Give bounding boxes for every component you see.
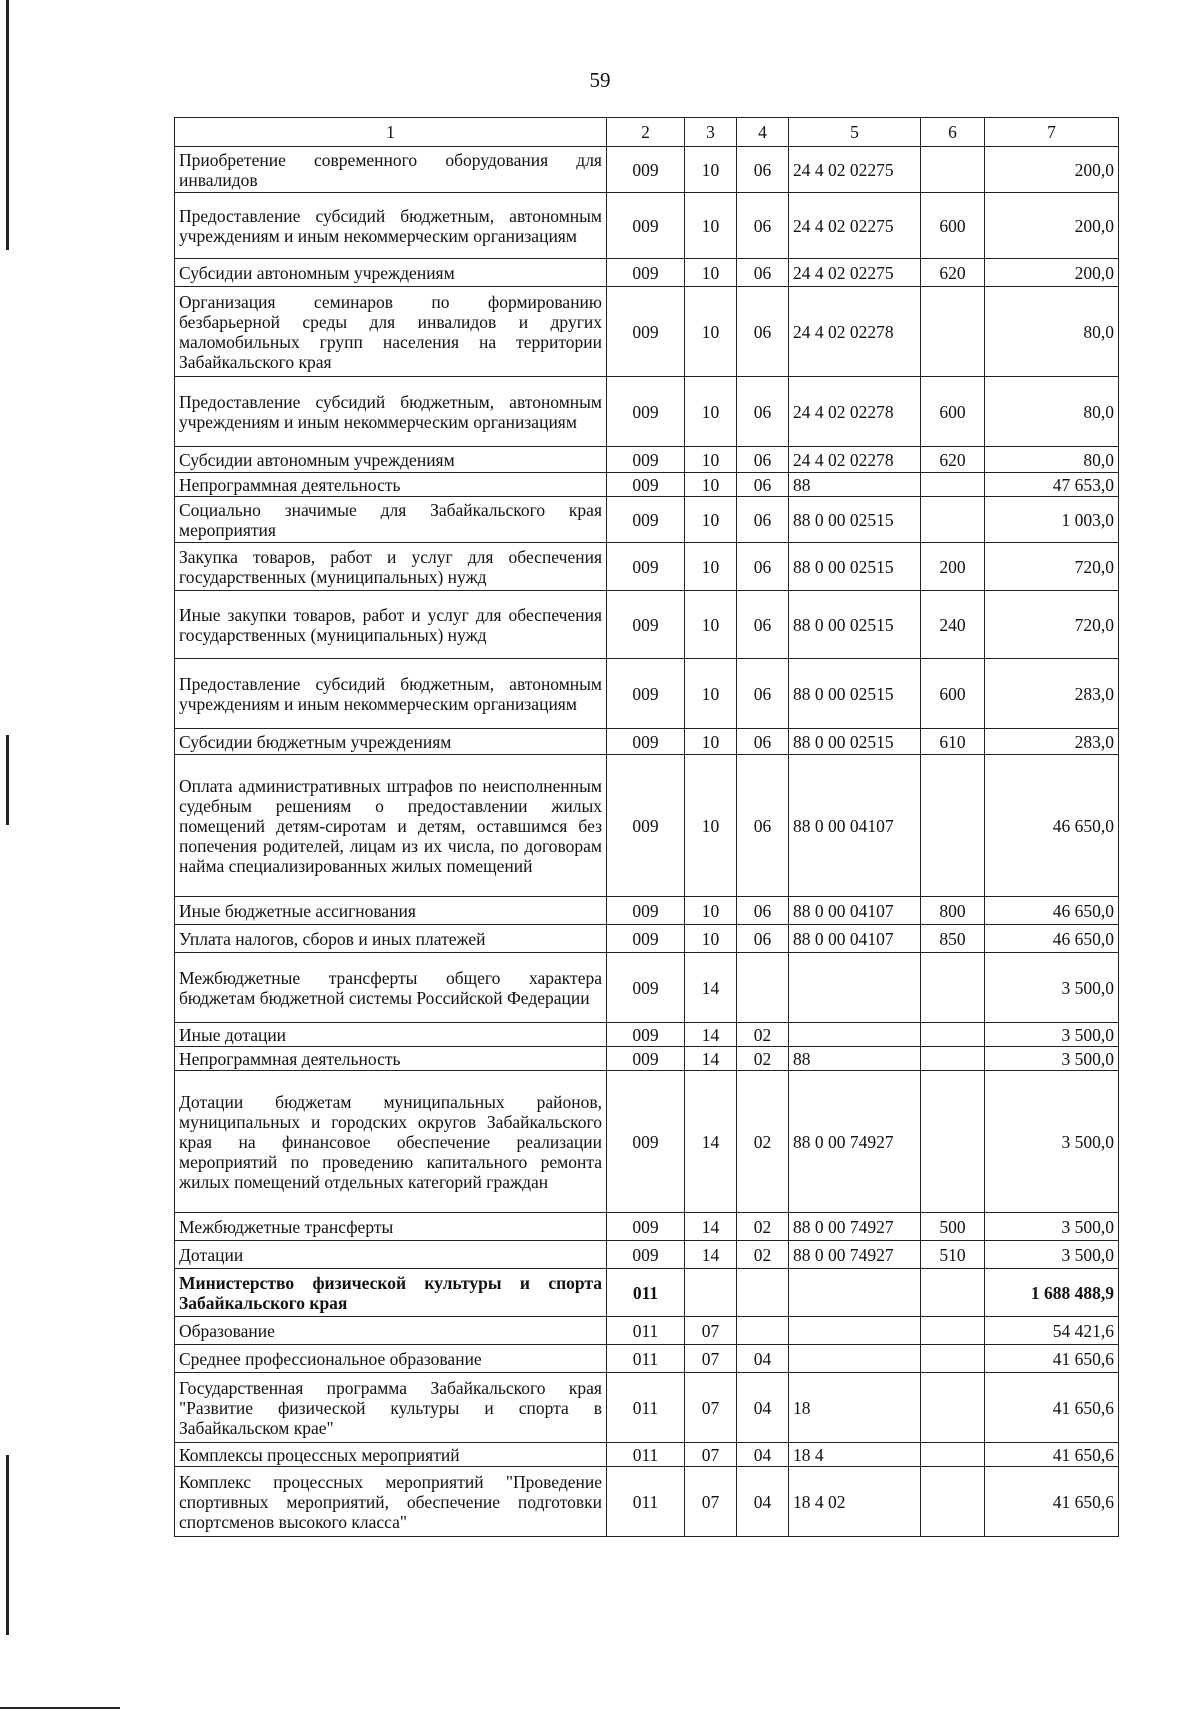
table-body — [175, 147, 1119, 1537]
section-code-cell: 10 — [685, 659, 737, 729]
table-row — [175, 659, 1119, 729]
section-code-cell: 14 — [685, 1241, 737, 1269]
expense-type-cell — [921, 953, 985, 1023]
target-article-cell: 24 4 02 02275 — [789, 259, 921, 287]
section-code-cell: 14 — [685, 1023, 737, 1047]
expense-type-cell: 610 — [921, 729, 985, 755]
expense-type-cell — [921, 1467, 985, 1537]
expense-type-cell — [921, 1345, 985, 1373]
section-code-cell: 10 — [685, 729, 737, 755]
amount-cell: 3 500,0 — [985, 1047, 1119, 1071]
amount-cell: 3 500,0 — [985, 1071, 1119, 1213]
subsection-code-cell: 06 — [737, 147, 789, 193]
ministry-code-cell: 009 — [607, 1241, 685, 1269]
ministry-code-cell: 009 — [607, 1071, 685, 1213]
ministry-code-cell: 009 — [607, 497, 685, 543]
amount-cell: 46 650,0 — [985, 755, 1119, 897]
subsection-code-cell — [737, 953, 789, 1023]
expense-type-cell — [921, 1317, 985, 1345]
subsection-code-cell: 06 — [737, 897, 789, 925]
table-row — [175, 1317, 1119, 1345]
row-name-cell: Непрограммная деятельность — [175, 1047, 607, 1071]
table-row — [175, 925, 1119, 953]
subsection-code-cell: 06 — [737, 473, 789, 497]
section-code-cell: 14 — [685, 953, 737, 1023]
subsection-code-cell: 02 — [737, 1071, 789, 1213]
amount-cell: 3 500,0 — [985, 953, 1119, 1023]
expense-type-cell — [921, 1443, 985, 1467]
row-name-cell: Межбюджетные трансферты — [175, 1213, 607, 1241]
section-code-cell: 10 — [685, 377, 737, 447]
row-name-cell: Межбюджетные трансферты общего характера бюджетам бюджетной системы Российской Федерации — [175, 953, 607, 1023]
target-article-cell — [789, 1345, 921, 1373]
table-row — [175, 755, 1119, 897]
row-name-cell: Субсидии автономным учреждениям — [175, 259, 607, 287]
amount-cell: 200,0 — [985, 193, 1119, 259]
subsection-code-cell: 06 — [737, 193, 789, 259]
expense-type-cell: 510 — [921, 1241, 985, 1269]
row-name-cell: Дотации бюджетам муниципальных районов, муниципальных и городских округов Забайкальского края на финансовое обеспечение реализации мероприятий по проведению капитального ремонта жилых помещений отдельных категорий граждан — [175, 1071, 607, 1213]
ministry-code-cell: 009 — [607, 897, 685, 925]
amount-cell: 80,0 — [985, 377, 1119, 447]
expense-type-cell — [921, 1047, 985, 1071]
row-name-cell: Иные закупки товаров, работ и услуг для обеспечения государственных (муниципальных) нужд — [175, 591, 607, 659]
ministry-code-cell: 009 — [607, 1213, 685, 1241]
target-article-cell — [789, 1269, 921, 1317]
table-row — [175, 591, 1119, 659]
ministry-code-cell: 011 — [607, 1373, 685, 1443]
target-article-cell: 88 0 00 74927 — [789, 1241, 921, 1269]
expense-type-cell: 620 — [921, 259, 985, 287]
amount-cell: 41 650,6 — [985, 1443, 1119, 1467]
ministry-code-cell: 009 — [607, 591, 685, 659]
section-code-cell: 10 — [685, 193, 737, 259]
ministry-code-cell: 009 — [607, 447, 685, 473]
subsection-code-cell: 04 — [737, 1467, 789, 1537]
row-name-cell: Уплата налогов, сборов и иных платежей — [175, 925, 607, 953]
ministry-code-cell: 009 — [607, 925, 685, 953]
target-article-cell — [789, 953, 921, 1023]
row-name-cell: Дотации — [175, 1241, 607, 1269]
expense-type-cell — [921, 287, 985, 377]
expense-type-cell: 620 — [921, 447, 985, 473]
table-row — [175, 1047, 1119, 1071]
row-name-cell: Министерство физической культуры и спорта Забайкальского края — [175, 1269, 607, 1317]
target-article-cell — [789, 1023, 921, 1047]
subsection-code-cell: 06 — [737, 287, 789, 377]
page-number: 59 — [589, 68, 611, 92]
target-article-cell: 88 0 00 02515 — [789, 497, 921, 543]
table-row — [175, 1269, 1119, 1317]
section-code-cell: 10 — [685, 473, 737, 497]
target-article-cell: 24 4 02 02275 — [789, 147, 921, 193]
amount-cell: 283,0 — [985, 729, 1119, 755]
table-row — [175, 1345, 1119, 1373]
ministry-code-cell: 009 — [607, 755, 685, 897]
table-row — [175, 543, 1119, 591]
amount-cell: 200,0 — [985, 147, 1119, 193]
target-article-cell — [789, 1317, 921, 1345]
subsection-code-cell: 06 — [737, 377, 789, 447]
amount-cell: 80,0 — [985, 287, 1119, 377]
table-row — [175, 1023, 1119, 1047]
table-row — [175, 1071, 1119, 1213]
expense-type-cell — [921, 1023, 985, 1047]
ministry-code-cell: 009 — [607, 377, 685, 447]
expense-type-cell: 500 — [921, 1213, 985, 1241]
column-header: 7 — [985, 118, 1119, 147]
scan-margin-line — [6, 0, 9, 250]
section-code-cell: 14 — [685, 1071, 737, 1213]
target-article-cell: 88 0 00 02515 — [789, 659, 921, 729]
ministry-code-cell: 009 — [607, 543, 685, 591]
amount-cell: 200,0 — [985, 259, 1119, 287]
scan-margin-line — [6, 1455, 9, 1635]
row-name-cell: Комплексы процессных мероприятий — [175, 1443, 607, 1467]
amount-cell: 47 653,0 — [985, 473, 1119, 497]
target-article-cell: 88 — [789, 473, 921, 497]
amount-cell: 41 650,6 — [985, 1373, 1119, 1443]
expense-type-cell: 200 — [921, 543, 985, 591]
target-article-cell: 88 0 00 04107 — [789, 925, 921, 953]
amount-cell: 720,0 — [985, 543, 1119, 591]
section-code-cell: 10 — [685, 755, 737, 897]
ministry-code-cell: 011 — [607, 1317, 685, 1345]
row-name-cell: Организация семинаров по формированию безбарьерной среды для инвалидов и других маломобильных групп населения на территории Забайкальского края — [175, 287, 607, 377]
ministry-code-cell: 009 — [607, 729, 685, 755]
expense-type-cell — [921, 1071, 985, 1213]
subsection-code-cell: 06 — [737, 259, 789, 287]
ministry-code-cell: 009 — [607, 147, 685, 193]
target-article-cell: 24 4 02 02278 — [789, 447, 921, 473]
target-article-cell: 88 0 00 04107 — [789, 897, 921, 925]
table-row — [175, 259, 1119, 287]
amount-cell: 720,0 — [985, 591, 1119, 659]
row-name-cell: Предоставление субсидий бюджетным, автономным учреждениям и иным некоммерческим организациям — [175, 377, 607, 447]
row-name-cell: Закупка товаров, работ и услуг для обеспечения государственных (муниципальных) нужд — [175, 543, 607, 591]
subsection-code-cell: 06 — [737, 497, 789, 543]
ministry-code-cell: 011 — [607, 1269, 685, 1317]
ministry-code-cell: 009 — [607, 473, 685, 497]
section-code-cell — [685, 1269, 737, 1317]
subsection-code-cell — [737, 1317, 789, 1345]
row-name-cell: Иные бюджетные ассигнования — [175, 897, 607, 925]
table-row — [175, 1213, 1119, 1241]
target-article-cell: 24 4 02 02275 — [789, 193, 921, 259]
ministry-code-cell: 009 — [607, 259, 685, 287]
section-code-cell: 07 — [685, 1373, 737, 1443]
subsection-code-cell — [737, 1269, 789, 1317]
target-article-cell: 88 0 00 02515 — [789, 591, 921, 659]
table-row — [175, 473, 1119, 497]
amount-cell: 3 500,0 — [985, 1023, 1119, 1047]
subsection-code-cell: 06 — [737, 591, 789, 659]
column-header: 1 — [175, 118, 607, 147]
amount-cell: 46 650,0 — [985, 925, 1119, 953]
subsection-code-cell: 06 — [737, 447, 789, 473]
budget-table — [174, 117, 1119, 1537]
target-article-cell: 88 0 00 04107 — [789, 755, 921, 897]
table-row — [175, 447, 1119, 473]
expense-type-cell: 800 — [921, 897, 985, 925]
amount-cell: 46 650,0 — [985, 897, 1119, 925]
expense-type-cell: 600 — [921, 377, 985, 447]
expense-type-cell — [921, 755, 985, 897]
ministry-code-cell: 011 — [607, 1443, 685, 1467]
amount-cell: 54 421,6 — [985, 1317, 1119, 1345]
table-row — [175, 497, 1119, 543]
subsection-code-cell: 04 — [737, 1345, 789, 1373]
row-name-cell: Субсидии бюджетным учреждениям — [175, 729, 607, 755]
table-row — [175, 897, 1119, 925]
expense-type-cell — [921, 1373, 985, 1443]
column-header: 3 — [685, 118, 737, 147]
table-row — [175, 1373, 1119, 1443]
section-code-cell: 07 — [685, 1317, 737, 1345]
row-name-cell: Комплекс процессных мероприятий "Проведение спортивных мероприятий, обеспечение подготовки спортсменов высокого класса" — [175, 1467, 607, 1537]
row-name-cell: Социально значимые для Забайкальского края мероприятия — [175, 497, 607, 543]
section-code-cell: 10 — [685, 447, 737, 473]
expense-type-cell: 850 — [921, 925, 985, 953]
amount-cell: 3 500,0 — [985, 1241, 1119, 1269]
ministry-code-cell: 009 — [607, 953, 685, 1023]
table-row — [175, 1241, 1119, 1269]
subsection-code-cell: 06 — [737, 755, 789, 897]
row-name-cell: Государственная программа Забайкальского края "Развитие физической культуры и спорта в Забайкальском крае" — [175, 1373, 607, 1443]
expense-type-cell — [921, 1269, 985, 1317]
row-name-cell: Образование — [175, 1317, 607, 1345]
expense-type-cell: 240 — [921, 591, 985, 659]
section-code-cell: 10 — [685, 147, 737, 193]
table-row — [175, 287, 1119, 377]
section-code-cell: 10 — [685, 897, 737, 925]
table-row — [175, 1467, 1119, 1537]
section-code-cell: 07 — [685, 1467, 737, 1537]
subsection-code-cell: 06 — [737, 729, 789, 755]
section-code-cell: 07 — [685, 1443, 737, 1467]
amount-cell: 80,0 — [985, 447, 1119, 473]
section-code-cell: 10 — [685, 925, 737, 953]
row-name-cell: Оплата административных штрафов по неисполненным судебным решениям о предоставлении жилых помещений детям-сиротам и детям, оставшимся без попечения родителей, лицам из их числа, по договорам найма специализированных жилых помещений — [175, 755, 607, 897]
subsection-code-cell: 06 — [737, 659, 789, 729]
section-code-cell: 14 — [685, 1213, 737, 1241]
row-name-cell: Предоставление субсидий бюджетным, автономным учреждениям и иным некоммерческим организациям — [175, 659, 607, 729]
section-code-cell: 10 — [685, 543, 737, 591]
row-name-cell: Среднее профессиональное образование — [175, 1345, 607, 1373]
table-row — [175, 729, 1119, 755]
table-row — [175, 377, 1119, 447]
table-row — [175, 1443, 1119, 1467]
section-code-cell: 07 — [685, 1345, 737, 1373]
subsection-code-cell: 04 — [737, 1443, 789, 1467]
row-name-cell: Иные дотации — [175, 1023, 607, 1047]
target-article-cell: 88 0 00 74927 — [789, 1213, 921, 1241]
subsection-code-cell: 02 — [737, 1241, 789, 1269]
scan-margin-line — [6, 735, 9, 825]
expense-type-cell: 600 — [921, 659, 985, 729]
budget-table-container — [174, 117, 1118, 1537]
ministry-code-cell: 011 — [607, 1467, 685, 1537]
ministry-code-cell: 009 — [607, 1047, 685, 1071]
column-header: 2 — [607, 118, 685, 147]
section-code-cell: 10 — [685, 259, 737, 287]
column-header: 5 — [789, 118, 921, 147]
amount-cell: 41 650,6 — [985, 1345, 1119, 1373]
row-name-cell: Непрограммная деятельность — [175, 473, 607, 497]
expense-type-cell: 600 — [921, 193, 985, 259]
column-header: 4 — [737, 118, 789, 147]
expense-type-cell — [921, 473, 985, 497]
row-name-cell: Приобретение современного оборудования для инвалидов — [175, 147, 607, 193]
ministry-code-cell: 009 — [607, 659, 685, 729]
header-row — [175, 118, 1119, 147]
section-code-cell: 10 — [685, 497, 737, 543]
target-article-cell: 88 0 00 02515 — [789, 729, 921, 755]
table-row — [175, 147, 1119, 193]
row-name-cell: Субсидии автономным учреждениям — [175, 447, 607, 473]
target-article-cell: 88 0 00 74927 — [789, 1071, 921, 1213]
subsection-code-cell: 06 — [737, 925, 789, 953]
row-name-cell: Предоставление субсидий бюджетным, автономным учреждениям и иным некоммерческим организациям — [175, 193, 607, 259]
expense-type-cell — [921, 497, 985, 543]
target-article-cell: 18 4 — [789, 1443, 921, 1467]
ministry-code-cell: 009 — [607, 193, 685, 259]
subsection-code-cell: 04 — [737, 1373, 789, 1443]
ministry-code-cell: 011 — [607, 1345, 685, 1373]
table-row — [175, 193, 1119, 259]
amount-cell: 3 500,0 — [985, 1213, 1119, 1241]
subsection-code-cell: 02 — [737, 1047, 789, 1071]
scan-margin-line — [0, 1707, 120, 1709]
target-article-cell: 24 4 02 02278 — [789, 377, 921, 447]
target-article-cell: 88 0 00 02515 — [789, 543, 921, 591]
amount-cell: 41 650,6 — [985, 1467, 1119, 1537]
expense-type-cell — [921, 147, 985, 193]
subsection-code-cell: 06 — [737, 543, 789, 591]
amount-cell: 1 688 488,9 — [985, 1269, 1119, 1317]
section-code-cell: 10 — [685, 287, 737, 377]
subsection-code-cell: 02 — [737, 1023, 789, 1047]
amount-cell: 1 003,0 — [985, 497, 1119, 543]
target-article-cell: 24 4 02 02278 — [789, 287, 921, 377]
column-header: 6 — [921, 118, 985, 147]
section-code-cell: 14 — [685, 1047, 737, 1071]
subsection-code-cell: 02 — [737, 1213, 789, 1241]
ministry-code-cell: 009 — [607, 1023, 685, 1047]
ministry-code-cell: 009 — [607, 287, 685, 377]
target-article-cell: 18 — [789, 1373, 921, 1443]
section-code-cell: 10 — [685, 591, 737, 659]
target-article-cell: 18 4 02 — [789, 1467, 921, 1537]
amount-cell: 283,0 — [985, 659, 1119, 729]
table-row — [175, 953, 1119, 1023]
target-article-cell: 88 — [789, 1047, 921, 1071]
